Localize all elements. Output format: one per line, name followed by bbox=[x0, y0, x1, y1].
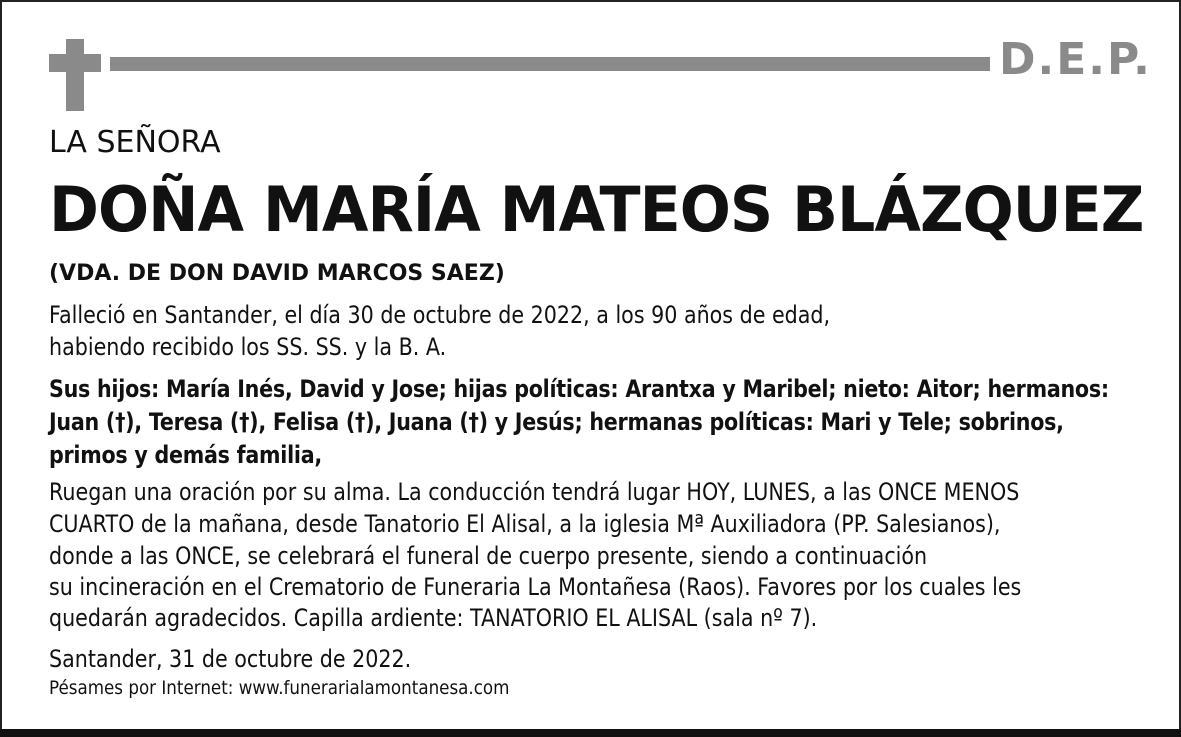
death-notice-line: Falleció en Santander, el día 30 de octubre de 2022, a los 90 años de edad, bbox=[49, 301, 831, 329]
request-line: su incineración en el Crematorio de Funeraria La Montañesa (Raos). Favores por los cuales les bbox=[49, 573, 1022, 601]
request-line: donde a las ONCE, se celebrará el funeral de cuerpo presente, siendo a continuación bbox=[49, 542, 928, 570]
dep-label: D.E.P. bbox=[999, 34, 1152, 85]
deceased-spouse: (VDA. DE DON DAVID MARCOS SAEZ) bbox=[49, 261, 505, 286]
family-line: Juan (†), Teresa (†), Felisa (†), Juana (†) y Jesús; hermanas políticas: Mari y Tele; sobrinos, bbox=[49, 408, 1064, 436]
cross-icon bbox=[66, 39, 84, 111]
request-line: Ruegan una oración por su alma. La conducción tendrá lugar HOY, LUNES, a las ONCE MENOS bbox=[49, 478, 1020, 506]
request-line: CUARTO de la mañana, desde Tanatorio El Alisal, a la iglesia Mª Auxiliadora (PP. Salesianos), bbox=[49, 510, 1001, 538]
header-rule bbox=[110, 57, 990, 71]
deceased-title: LA SEÑORA bbox=[49, 125, 221, 160]
family-line: Sus hijos: María Inés, David y Jose; hijas políticas: Arantxa y Maribel; nieto: Aitor; hermanos: bbox=[49, 375, 1109, 403]
place-date: Santander, 31 de octubre de 2022. bbox=[49, 645, 412, 673]
family-line: primos y demás familia, bbox=[49, 441, 322, 469]
cross-icon-bar bbox=[49, 54, 101, 72]
condolences-link[interactable]: Pésames por Internet: www.funerarialamontanesa.com bbox=[49, 677, 510, 699]
request-line: quedarán agradecidos. Capilla ardiente: TANATORIO EL ALISAL (sala nº 7). bbox=[49, 604, 818, 632]
bottom-border bbox=[0, 729, 1181, 737]
deceased-name: DOÑA MARÍA MATEOS BLÁZQUEZ bbox=[49, 173, 1144, 246]
death-notice-line: habiendo recibido los SS. SS. y la B. A. bbox=[49, 333, 447, 361]
